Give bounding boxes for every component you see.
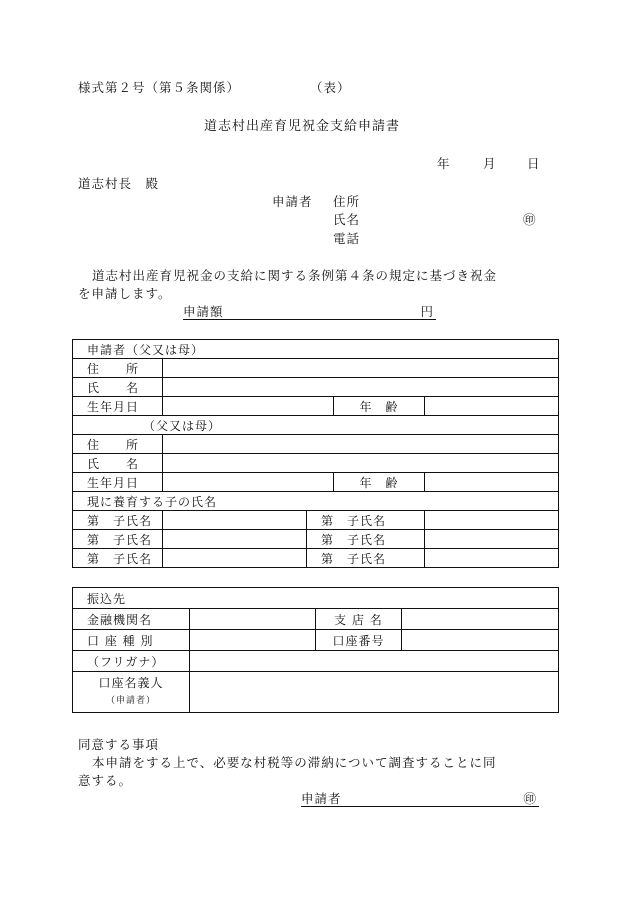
furigana-field[interactable] — [190, 651, 559, 672]
other-parent-header: （父又は母） — [73, 416, 559, 435]
applicant-label: 申請者 — [272, 194, 313, 209]
child-field-5[interactable] — [163, 549, 307, 568]
address-field[interactable] — [163, 359, 559, 378]
bank-table-header: 振込先 — [73, 588, 559, 609]
consent-seal: ㊞ — [523, 791, 537, 806]
child-label-5: 第 子氏名 — [73, 549, 163, 568]
document-title: 道志村出産育児祝金支給申請書 — [204, 119, 401, 134]
form-number: 様式第２号（第５条関係） — [78, 80, 241, 95]
birthdate-field-2[interactable] — [163, 473, 334, 492]
account-number-label: 口座番号 — [316, 630, 402, 651]
address-field-2[interactable] — [163, 435, 559, 454]
birthdate-label-2: 生年月日 — [73, 473, 163, 492]
child-field-4[interactable] — [425, 530, 559, 549]
consent-line1: 本申請をする上で、必要な村税等の滞納について調査することに同 — [92, 755, 497, 770]
birthdate-field[interactable] — [163, 397, 334, 416]
bank-name-label: 金融機関名 — [73, 609, 190, 630]
consent-signature-line — [301, 791, 539, 807]
bank-table — [72, 587, 559, 713]
child-label-1: 第 子氏名 — [73, 511, 163, 530]
name-field[interactable] — [163, 378, 559, 397]
account-number-field[interactable] — [402, 630, 559, 651]
holder-note: （申請者） — [105, 696, 156, 706]
holder-label-cell — [73, 672, 190, 713]
form-side: （表） — [310, 80, 351, 95]
date-day: 日 — [527, 156, 541, 171]
holder-field[interactable] — [190, 672, 559, 713]
date-year: 年 — [437, 156, 451, 171]
address-label-2: 住 所 — [73, 435, 163, 454]
body-text-line2: を申請します。 — [78, 286, 172, 301]
applicant-address-label: 住所 — [333, 194, 361, 209]
age-label-2: 年 齢 — [334, 473, 425, 492]
consent-heading: 同意する事項 — [78, 737, 160, 752]
bank-name-field[interactable] — [190, 609, 316, 630]
applicant-table — [72, 339, 559, 568]
child-label-2: 第 子氏名 — [307, 511, 425, 530]
child-field-3[interactable] — [163, 530, 307, 549]
age-field-2[interactable] — [425, 473, 559, 492]
amount-label: 申請額 — [183, 304, 224, 319]
child-label-6: 第 子氏名 — [307, 549, 425, 568]
applicant-name-label: 氏名 — [333, 212, 361, 227]
account-type-field[interactable] — [190, 630, 316, 651]
consent-applicant-label: 申請者 — [301, 791, 342, 806]
address-label: 住 所 — [73, 359, 163, 378]
child-field-1[interactable] — [163, 511, 307, 530]
name-label-2: 氏 名 — [73, 454, 163, 473]
date-month: 月 — [483, 156, 497, 171]
age-field[interactable] — [425, 397, 559, 416]
addressee: 道志村長 殿 — [78, 176, 160, 191]
seal-mark: ㊞ — [523, 212, 537, 227]
age-label: 年 齢 — [334, 397, 425, 416]
child-label-3: 第 子氏名 — [73, 530, 163, 549]
birthdate-label: 生年月日 — [73, 397, 163, 416]
children-header: 現に養育する子の氏名 — [73, 492, 559, 511]
branch-field[interactable] — [402, 609, 559, 630]
applicant-table-header: 申請者（父又は母） — [73, 340, 559, 359]
child-field-2[interactable] — [425, 511, 559, 530]
amount-line — [183, 304, 436, 320]
consent-line2: 意する。 — [78, 773, 133, 788]
child-field-6[interactable] — [425, 549, 559, 568]
branch-label: 支 店 名 — [316, 609, 402, 630]
account-type-label: 口 座 種 別 — [73, 630, 190, 651]
applicant-phone-label: 電話 — [333, 231, 361, 246]
furigana-label: （フリガナ） — [73, 651, 190, 672]
amount-unit: 円 — [420, 304, 434, 319]
name-field-2[interactable] — [163, 454, 559, 473]
body-text-line1: 道志村出産育児祝金の支給に関する条例第４条の規定に基づき祝金 — [92, 268, 498, 283]
child-label-4: 第 子氏名 — [307, 530, 425, 549]
holder-label: 口座名義人 — [98, 676, 164, 690]
name-label: 氏 名 — [73, 378, 163, 397]
